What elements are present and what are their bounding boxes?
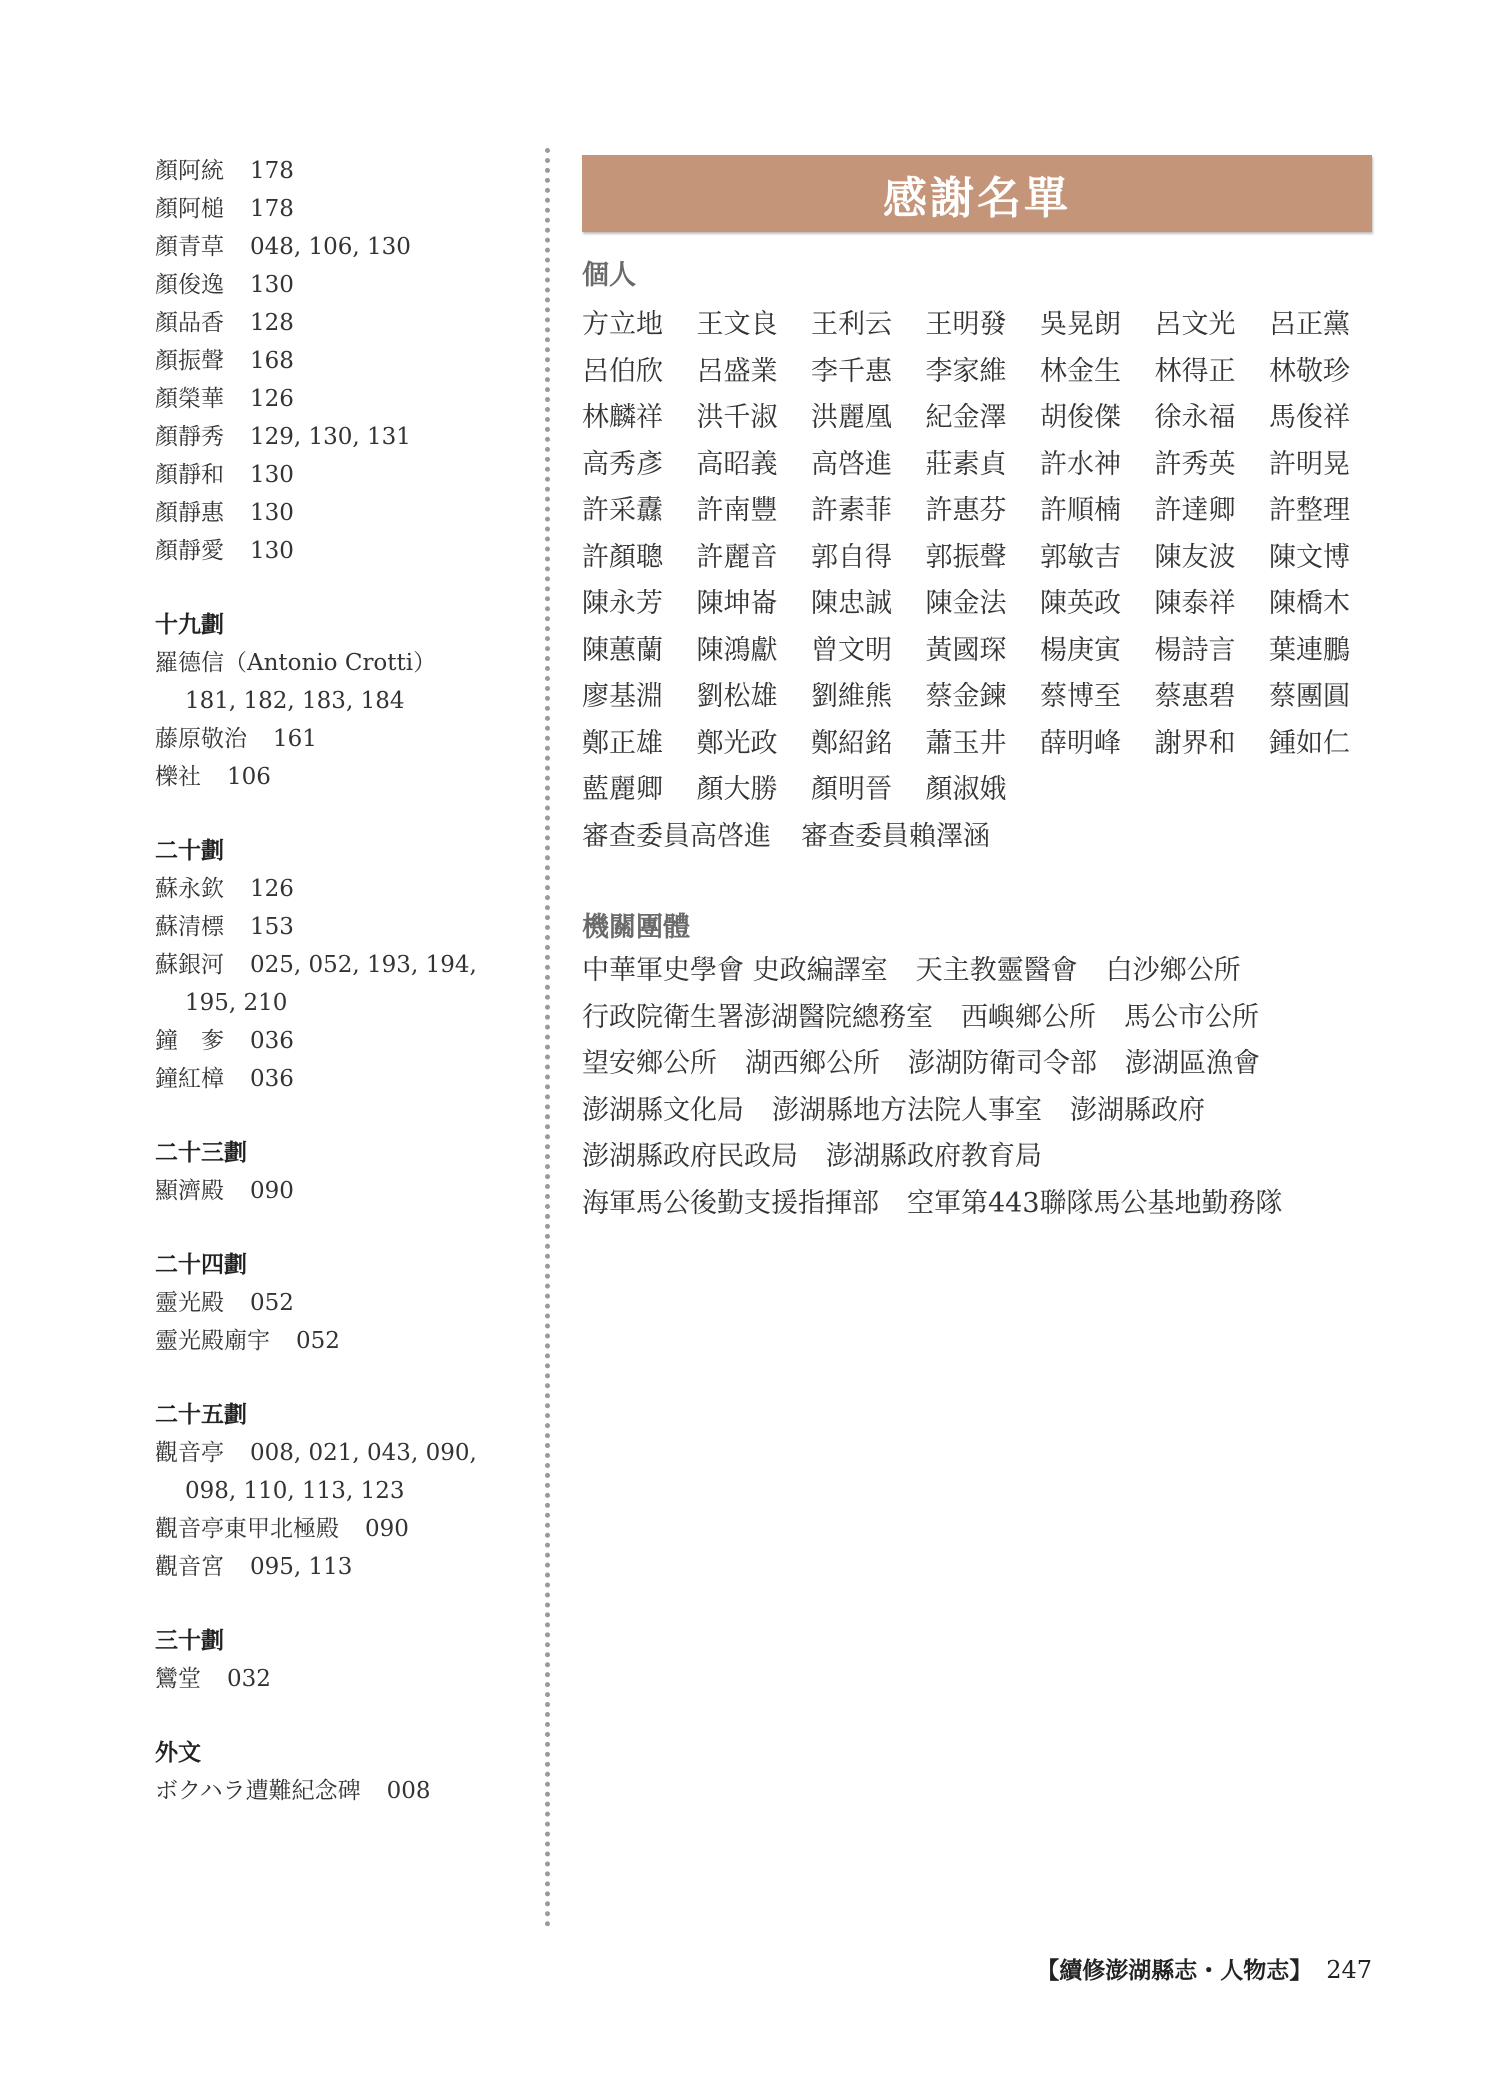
reviewers-list xyxy=(582,814,1372,861)
index-pages: 008, 021, 043, 090, xyxy=(250,1440,477,1466)
index-term: 靈光殿 xyxy=(155,1290,224,1316)
person-name: 許順楠 xyxy=(1040,495,1121,526)
organization-name: 中華軍史學會 史政編譯室 xyxy=(582,955,888,986)
index-group-heading: 二十三劃 xyxy=(155,1140,247,1166)
index-group xyxy=(155,152,525,570)
person-name: 劉松雄 xyxy=(696,681,778,712)
organization-name: 望安鄉公所 xyxy=(582,1048,717,1079)
person-name: 陳鴻獻 xyxy=(696,634,778,666)
index-term: 顏阿槌 xyxy=(155,196,224,222)
person-name: 許惠芬 xyxy=(925,495,1007,526)
person-name: 顏淑娥 xyxy=(925,774,1007,805)
index-entry xyxy=(155,228,525,266)
person-name: 呂盛業 xyxy=(696,355,778,387)
index-term: 蘇永欽 xyxy=(155,876,224,902)
index-group xyxy=(155,1246,525,1360)
page-number: 247 xyxy=(1326,1956,1372,1984)
person-name: 馬俊祥 xyxy=(1269,402,1350,433)
index-pages: 130 xyxy=(250,500,294,526)
person-name: 陳蕙蘭 xyxy=(582,634,663,666)
organization-name: 白沙鄉公所 xyxy=(1105,955,1241,986)
person-name: 王文良 xyxy=(696,309,778,340)
index-entry xyxy=(155,1434,525,1510)
acknowledgements-column xyxy=(582,155,1372,1227)
page-footer xyxy=(1036,1952,1372,1985)
index-entry xyxy=(155,720,525,758)
index-term: 靈光殿廟宇 xyxy=(155,1328,270,1354)
index-entry xyxy=(155,1322,525,1360)
organization-name: 澎湖防衛司令部 xyxy=(908,1048,1097,1079)
index-entry xyxy=(155,1660,525,1698)
index-pages-continued: 195, 210 xyxy=(185,990,288,1016)
organization-name: 行政院衛生署澎湖醫院總務室 xyxy=(582,1001,933,1033)
person-name: 洪千淑 xyxy=(696,402,778,433)
person-name: 高秀彥 xyxy=(582,448,663,480)
index-group xyxy=(155,1396,525,1586)
person-name: 林敬珍 xyxy=(1269,355,1350,387)
person-name: 王明發 xyxy=(925,309,1007,340)
index-pages: 090 xyxy=(365,1516,409,1542)
person-name: 李家維 xyxy=(925,355,1007,387)
person-name: 郭振聲 xyxy=(925,541,1007,573)
index-entry xyxy=(155,266,525,304)
index-term: 鸞堂 xyxy=(155,1666,201,1692)
person-name: 鄭正雄 xyxy=(582,727,663,759)
index-pages: 161 xyxy=(273,726,317,752)
person-name: 顏明晉 xyxy=(811,774,892,805)
organization-line xyxy=(582,1041,1372,1088)
person-name: 莊素貞 xyxy=(925,448,1007,480)
organization-line xyxy=(582,1088,1372,1135)
index-entry xyxy=(155,1172,525,1210)
person-name: 黃國琛 xyxy=(925,634,1007,666)
person-name: 陳忠誠 xyxy=(811,588,892,619)
index-group-heading: 外文 xyxy=(155,1740,201,1766)
index-pages: 052 xyxy=(296,1328,340,1354)
index-pages: 032 xyxy=(227,1666,271,1692)
organization-name: 澎湖區漁會 xyxy=(1125,1048,1260,1079)
organization-name: 西嶼鄉公所 xyxy=(961,1001,1096,1033)
person-name: 林麟祥 xyxy=(582,402,663,433)
person-name: 許達卿 xyxy=(1154,495,1236,526)
index-term: 蘇銀河 xyxy=(155,952,224,978)
organizations-heading: 機關團體 xyxy=(582,912,690,943)
person-name: 楊詩言 xyxy=(1154,634,1236,666)
index-entry xyxy=(155,532,525,570)
index-group-heading: 二十劃 xyxy=(155,838,224,864)
index-pages: 130 xyxy=(250,462,294,488)
organization-line xyxy=(582,948,1372,995)
index-group-heading: 十九劃 xyxy=(155,612,224,638)
person-name: 林金生 xyxy=(1040,355,1121,387)
person-name: 許顏聰 xyxy=(582,541,663,573)
person-name: 楊庚寅 xyxy=(1040,634,1121,666)
person-name: 王利云 xyxy=(811,309,892,340)
organization-line xyxy=(582,1134,1372,1181)
index-term: 蘇清標 xyxy=(155,914,224,940)
title-banner xyxy=(582,155,1372,232)
organization-name: 湖西鄉公所 xyxy=(745,1048,880,1079)
index-entry xyxy=(155,304,525,342)
organization-name: 空軍第443聯隊馬公基地勤務隊 xyxy=(907,1187,1283,1219)
person-name: 許明晃 xyxy=(1269,448,1350,480)
index-group-heading: 二十五劃 xyxy=(155,1402,247,1428)
index-pages: 052 xyxy=(250,1290,294,1316)
person-name: 胡俊傑 xyxy=(1040,402,1121,433)
person-name: 陳友波 xyxy=(1154,541,1236,573)
index-pages: 126 xyxy=(250,876,294,902)
index-pages: 129, 130, 131 xyxy=(250,424,411,450)
index-term: ボクハラ遭難紀念碑 xyxy=(155,1778,361,1804)
index-group-heading: 二十四劃 xyxy=(155,1252,247,1278)
organization-name: 澎湖縣政府民政局 xyxy=(582,1141,798,1172)
index-term: 顯濟殿 xyxy=(155,1178,224,1204)
index-entry xyxy=(155,644,525,720)
person-name: 許秀英 xyxy=(1154,448,1236,480)
organization-name: 天主教靈醫會 xyxy=(915,955,1078,986)
person-name: 呂伯欣 xyxy=(582,355,663,387)
index-pages: 106 xyxy=(227,764,271,790)
organization-name: 澎湖縣地方法院人事室 xyxy=(772,1094,1042,1126)
person-name: 紀金澤 xyxy=(925,402,1007,433)
index-pages: 153 xyxy=(250,914,294,940)
person-name: 顏大勝 xyxy=(696,774,778,805)
person-name: 吳晃朗 xyxy=(1040,309,1121,340)
index-entry xyxy=(155,1022,525,1060)
index-pages: 090 xyxy=(250,1178,294,1204)
person-name: 林得正 xyxy=(1154,355,1236,387)
index-term: 觀音宮 xyxy=(155,1554,224,1580)
index-pages-continued: 098, 110, 113, 123 xyxy=(185,1478,405,1504)
index-term: 顏振聲 xyxy=(155,348,224,374)
index-term: 觀音亭 xyxy=(155,1440,224,1466)
index-pages: 095, 113 xyxy=(250,1554,353,1580)
index-pages: 025, 052, 193, 194, xyxy=(250,952,477,978)
person-name: 呂文光 xyxy=(1154,309,1236,340)
index-term: 觀音亭東甲北極殿 xyxy=(155,1516,339,1542)
person-name: 蔡博至 xyxy=(1040,681,1121,712)
person-name: 陳文博 xyxy=(1269,541,1350,573)
index-term: 顏品香 xyxy=(155,310,224,336)
person-name: 陳金法 xyxy=(925,588,1007,619)
reviewer-name: 審查委員高啓進 xyxy=(582,820,771,852)
person-name: 陳橋木 xyxy=(1269,588,1350,619)
index-term: 顏俊逸 xyxy=(155,272,224,298)
index-term: 鐘 奓 xyxy=(155,1028,224,1054)
index-group xyxy=(155,1734,525,1810)
index-pages: 126 xyxy=(250,386,294,412)
person-name: 鄭紹銘 xyxy=(811,727,892,759)
index-entry xyxy=(155,494,525,532)
person-name: 洪麗凰 xyxy=(811,402,892,433)
index-term: 藤原敬治 xyxy=(155,726,247,752)
person-name: 許整理 xyxy=(1269,495,1350,526)
person-name: 徐永福 xyxy=(1154,402,1236,433)
organization-name: 馬公市公所 xyxy=(1124,1001,1259,1033)
index-term: 羅德信（Antonio Crotti） xyxy=(155,650,437,676)
index-pages: 036 xyxy=(250,1028,294,1054)
person-name: 許南豐 xyxy=(696,495,778,526)
person-name: 方立地 xyxy=(582,309,663,340)
index-pages-continued: 181, 182, 183, 184 xyxy=(185,688,405,714)
person-name: 呂正黨 xyxy=(1269,309,1350,340)
index-term: 顏靜惠 xyxy=(155,500,224,526)
index-group-heading: 三十劃 xyxy=(155,1628,224,1654)
index-term: 顏靜愛 xyxy=(155,538,224,564)
person-name: 郭自得 xyxy=(811,541,892,573)
person-name: 許麗音 xyxy=(696,541,778,573)
person-name: 許采纛 xyxy=(582,495,663,526)
person-name: 蔡團圓 xyxy=(1269,681,1350,712)
person-name: 劉維熊 xyxy=(811,681,892,712)
index-entry xyxy=(155,870,525,908)
person-name: 郭敏吉 xyxy=(1040,541,1121,573)
index-group xyxy=(155,606,525,796)
index-entry xyxy=(155,946,525,1022)
index-entry xyxy=(155,1284,525,1322)
index-pages: 178 xyxy=(250,196,294,222)
person-name: 謝界和 xyxy=(1154,727,1236,759)
person-name: 陳永芳 xyxy=(582,588,663,619)
index-entry xyxy=(155,418,525,456)
index-entry xyxy=(155,380,525,418)
reviewer-name: 審查委員賴澤涵 xyxy=(801,820,990,852)
person-name: 許素菲 xyxy=(811,495,892,526)
person-name: 鍾如仁 xyxy=(1269,727,1350,759)
index-pages: 130 xyxy=(250,538,294,564)
organization-line xyxy=(582,1181,1372,1228)
index-term: 鐘紅樟 xyxy=(155,1066,224,1092)
person-name: 曾文明 xyxy=(811,634,892,666)
index-pages: 128 xyxy=(250,310,294,336)
index-column xyxy=(155,152,525,1846)
index-group xyxy=(155,1134,525,1210)
person-name: 蔡金鍊 xyxy=(925,681,1007,712)
index-pages: 178 xyxy=(250,158,294,184)
index-entry xyxy=(155,758,525,796)
organizations-list xyxy=(582,948,1372,1227)
person-name: 陳泰祥 xyxy=(1154,588,1236,619)
person-name: 許水神 xyxy=(1040,448,1121,480)
individuals-list xyxy=(582,302,1372,814)
organization-name: 海軍馬公後勤支援指揮部 xyxy=(582,1187,879,1219)
person-name: 藍麗卿 xyxy=(582,774,663,805)
person-name: 蕭玉井 xyxy=(925,727,1007,759)
person-name: 鄭光政 xyxy=(696,727,778,759)
index-entry xyxy=(155,190,525,228)
index-pages: 036 xyxy=(250,1066,294,1092)
index-group xyxy=(155,1622,525,1698)
organization-name: 澎湖縣政府 xyxy=(1070,1094,1205,1126)
person-name: 陳英政 xyxy=(1040,588,1121,619)
index-pages: 130 xyxy=(250,272,294,298)
index-entry xyxy=(155,456,525,494)
index-entry xyxy=(155,342,525,380)
index-term: 顏榮華 xyxy=(155,386,224,412)
organization-name: 澎湖縣政府教育局 xyxy=(826,1141,1042,1172)
person-name: 陳坤崙 xyxy=(696,588,778,619)
person-name: 李千惠 xyxy=(811,355,892,387)
person-name: 葉連鵬 xyxy=(1269,634,1350,666)
index-pages: 048, 106, 130 xyxy=(250,234,411,260)
book-title: 【續修澎湖縣志・人物志】 xyxy=(1036,1957,1313,1984)
person-name: 蔡惠碧 xyxy=(1154,681,1236,712)
index-term: 顏靜秀 xyxy=(155,424,224,450)
organization-name: 澎湖縣文化局 xyxy=(582,1094,744,1126)
index-entry xyxy=(155,1772,525,1810)
index-entry xyxy=(155,908,525,946)
person-name: 高啓進 xyxy=(811,448,892,480)
page-title: 感謝名單 xyxy=(883,172,1071,224)
index-pages: 168 xyxy=(250,348,294,374)
index-entry xyxy=(155,1060,525,1098)
index-term: 顏靜和 xyxy=(155,462,224,488)
index-pages: 008 xyxy=(386,1778,431,1804)
index-term: 顏阿統 xyxy=(155,158,224,184)
organization-line xyxy=(582,995,1372,1042)
index-entry xyxy=(155,1510,525,1548)
index-term: 顏青草 xyxy=(155,234,224,260)
index-entry xyxy=(155,1548,525,1586)
person-name: 薛明峰 xyxy=(1040,727,1121,759)
index-entry xyxy=(155,152,525,190)
index-group xyxy=(155,832,525,1098)
individuals-heading: 個人 xyxy=(582,260,636,291)
person-name: 廖基淵 xyxy=(582,681,663,712)
person-name: 高昭義 xyxy=(696,448,778,480)
index-term: 櫟社 xyxy=(155,764,201,790)
dotted-divider xyxy=(545,148,550,1928)
